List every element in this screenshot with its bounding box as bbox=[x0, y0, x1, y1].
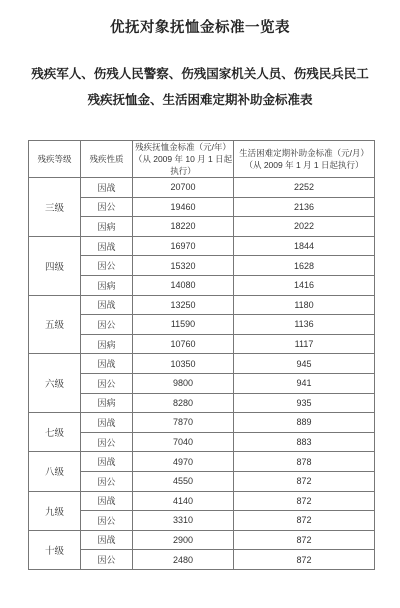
disability-nature-cell: 因公 bbox=[81, 373, 133, 393]
subsidy-value-cell: 872 bbox=[234, 550, 375, 570]
table-row bbox=[29, 275, 375, 295]
subsidy-value-cell: 878 bbox=[234, 452, 375, 472]
disability-nature-cell: 因公 bbox=[81, 471, 133, 491]
disability-nature-cell: 因战 bbox=[81, 236, 133, 256]
disability-nature-cell: 因战 bbox=[81, 452, 133, 472]
disability-nature-cell: 因战 bbox=[81, 413, 133, 433]
subsidy-value-cell: 2136 bbox=[234, 197, 375, 217]
subsidy-value-cell: 2252 bbox=[234, 178, 375, 198]
disability-level-cell: 三级 bbox=[29, 178, 81, 237]
pension-value-cell: 2480 bbox=[133, 550, 234, 570]
disability-nature-cell: 因战 bbox=[81, 354, 133, 374]
pension-value-cell: 8280 bbox=[133, 393, 234, 413]
subsidy-value-cell: 872 bbox=[234, 491, 375, 511]
disability-level-cell: 五级 bbox=[29, 295, 81, 354]
subsidy-value-cell: 945 bbox=[234, 354, 375, 374]
disability-nature-cell: 因病 bbox=[81, 334, 133, 354]
pension-value-cell: 9800 bbox=[133, 373, 234, 393]
pension-value-cell: 4140 bbox=[133, 491, 234, 511]
subsidy-value-cell: 1416 bbox=[234, 275, 375, 295]
subsidy-value-cell: 1628 bbox=[234, 256, 375, 276]
disability-nature-cell: 因病 bbox=[81, 275, 133, 295]
table-row bbox=[29, 373, 375, 393]
table-row bbox=[29, 354, 375, 374]
disability-nature-cell: 因公 bbox=[81, 197, 133, 217]
disability-nature-cell: 因战 bbox=[81, 295, 133, 315]
table-row bbox=[29, 471, 375, 491]
subsidy-value-cell: 935 bbox=[234, 393, 375, 413]
page-title: 优抚对象抚恤金标准一览表 bbox=[110, 20, 290, 36]
disability-level-cell: 七级 bbox=[29, 413, 81, 452]
pension-value-cell: 2900 bbox=[133, 530, 234, 550]
table-row bbox=[29, 178, 375, 198]
disability-level-cell: 六级 bbox=[29, 354, 81, 413]
subsidy-value-cell: 1136 bbox=[234, 315, 375, 335]
subsidy-value-cell: 883 bbox=[234, 432, 375, 452]
subsidy-value-cell: 872 bbox=[234, 511, 375, 531]
table-row bbox=[29, 236, 375, 256]
subsidy-value-cell: 941 bbox=[234, 373, 375, 393]
subtitle-line-1: 残疾军人、伤残人民警察、伤残国家机关人员、伤残民兵民工 bbox=[31, 66, 369, 81]
table-row bbox=[29, 295, 375, 315]
disability-level-cell: 九级 bbox=[29, 491, 81, 530]
pension-value-cell: 10760 bbox=[133, 334, 234, 354]
table-body bbox=[29, 178, 375, 570]
table-row bbox=[29, 315, 375, 335]
table-row bbox=[29, 334, 375, 354]
pension-value-cell: 3310 bbox=[133, 511, 234, 531]
pension-value-cell: 7870 bbox=[133, 413, 234, 433]
disability-nature-cell: 因公 bbox=[81, 511, 133, 531]
disability-level-cell: 十级 bbox=[29, 530, 81, 569]
header-level: 残疾等级 bbox=[29, 141, 81, 178]
subtitle-line-2: 残疾抚恤金、生活困难定期补助金标准表 bbox=[87, 92, 313, 107]
pension-value-cell: 4550 bbox=[133, 471, 234, 491]
disability-nature-cell: 因战 bbox=[81, 178, 133, 198]
pension-value-cell: 20700 bbox=[133, 178, 234, 198]
subsidy-value-cell: 1117 bbox=[234, 334, 375, 354]
pension-standard-table bbox=[28, 140, 375, 570]
subsidy-value-cell: 1844 bbox=[234, 236, 375, 256]
pension-value-cell: 15320 bbox=[133, 256, 234, 276]
table-row bbox=[29, 197, 375, 217]
pension-value-cell: 14080 bbox=[133, 275, 234, 295]
subsidy-value-cell: 872 bbox=[234, 471, 375, 491]
disability-nature-cell: 因战 bbox=[81, 530, 133, 550]
subsidy-value-cell: 1180 bbox=[234, 295, 375, 315]
header-pension: 残疾抚恤金标准（元/年）（从 2009 年 10 月 1 日起执行） bbox=[133, 142, 233, 176]
table-row bbox=[29, 452, 375, 472]
disability-nature-cell: 因公 bbox=[81, 432, 133, 452]
table-row bbox=[29, 393, 375, 413]
disability-nature-cell: 因战 bbox=[81, 491, 133, 511]
table-row bbox=[29, 550, 375, 570]
disability-nature-cell: 因公 bbox=[81, 315, 133, 335]
pension-value-cell: 13250 bbox=[133, 295, 234, 315]
disability-nature-cell: 因病 bbox=[81, 217, 133, 237]
pension-value-cell: 10350 bbox=[133, 354, 234, 374]
disability-nature-cell: 因公 bbox=[81, 256, 133, 276]
subsidy-value-cell: 889 bbox=[234, 413, 375, 433]
pension-value-cell: 18220 bbox=[133, 217, 234, 237]
table-row bbox=[29, 432, 375, 452]
pension-value-cell: 16970 bbox=[133, 236, 234, 256]
table-row bbox=[29, 530, 375, 550]
subsidy-value-cell: 2022 bbox=[234, 217, 375, 237]
header-nature: 残疾性质 bbox=[81, 141, 133, 178]
table-row bbox=[29, 511, 375, 531]
disability-nature-cell: 因病 bbox=[81, 393, 133, 413]
table-row bbox=[29, 217, 375, 237]
header-subsidy: 生活困难定期补助金标准（元/月）（从 2009 年 1 月 1 日起执行） bbox=[234, 141, 375, 178]
disability-level-cell: 八级 bbox=[29, 452, 81, 491]
table-row bbox=[29, 256, 375, 276]
disability-nature-cell: 因公 bbox=[81, 550, 133, 570]
table-header-row bbox=[29, 141, 375, 178]
subsidy-value-cell: 872 bbox=[234, 530, 375, 550]
pension-value-cell: 11590 bbox=[133, 315, 234, 335]
disability-level-cell: 四级 bbox=[29, 236, 81, 295]
pension-value-cell: 4970 bbox=[133, 452, 234, 472]
table-row bbox=[29, 413, 375, 433]
pension-value-cell: 7040 bbox=[133, 432, 234, 452]
pension-value-cell: 19460 bbox=[133, 197, 234, 217]
table-row bbox=[29, 491, 375, 511]
